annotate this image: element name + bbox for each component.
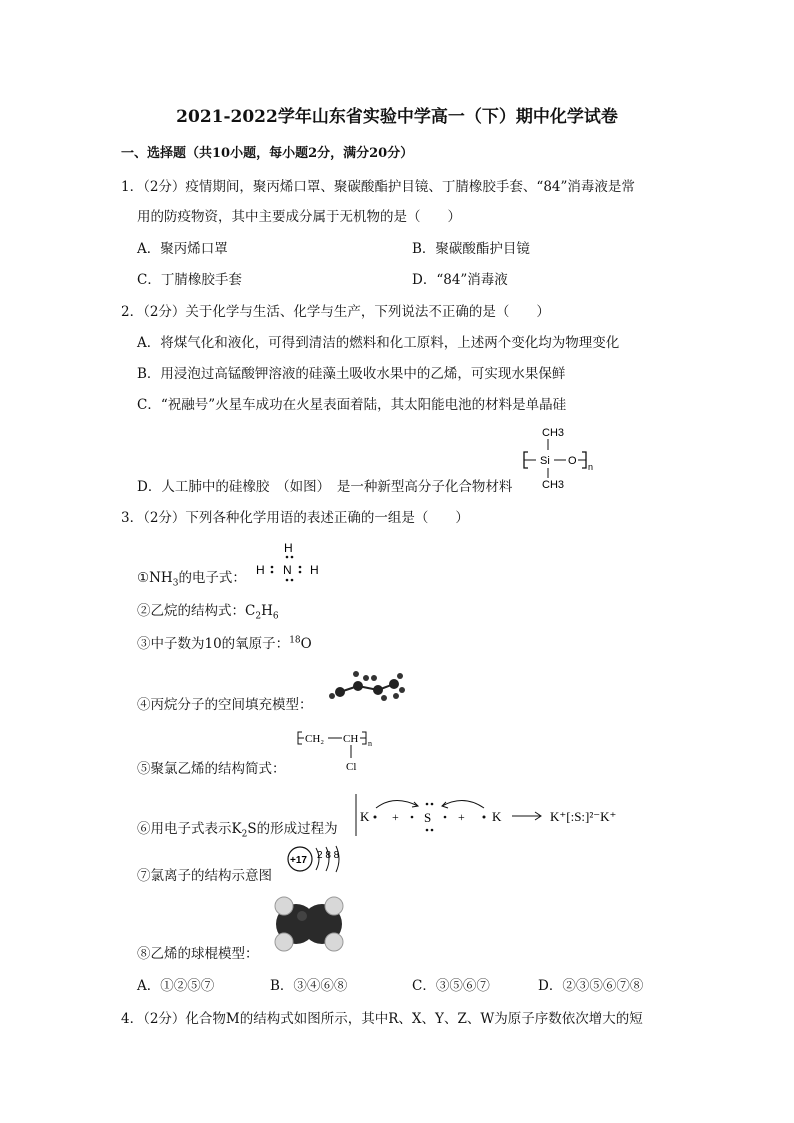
q2-option-a[interactable]: A．将煤气化和液化，可得到清洁的燃料和化工原料，上述两个变化均为物理变化	[137, 335, 620, 351]
q2-stem: 2．（2分）关于化学与生活、化学与生产，下列说法不正确的是（ ）	[121, 304, 550, 320]
s-atom: S	[424, 810, 432, 825]
nh3-h-left: H	[256, 563, 265, 577]
k2s-formation-diagram	[354, 790, 674, 840]
q3-option-d[interactable]: D．②③⑤⑥⑦⑧	[538, 978, 644, 994]
q1-option-d[interactable]: D．“84”消毒液	[412, 272, 508, 288]
q3-item-4: ④丙烷分子的空间填充模型：	[137, 697, 313, 713]
pvc-structure	[296, 722, 386, 776]
q3-item-1: $①NH_3$的电子式：	[137, 570, 246, 589]
nh3-h-right: H	[310, 563, 319, 577]
q3-item-7: ⑦氯离子的结构示意图	[137, 868, 272, 884]
pvc-cl: Cl	[346, 761, 357, 773]
q3-option-b[interactable]: B．③④⑥⑧	[270, 978, 348, 994]
q1-option-c[interactable]: C．丁腈橡胶手套	[137, 272, 242, 288]
k-right: K	[492, 809, 502, 824]
q3-option-c[interactable]: C．③⑤⑥⑦	[412, 978, 490, 994]
q2-option-b[interactable]: B．用浸泡过高锰酸钾溶液的硅藻土吸收水果中的乙烯，可实现水果保鲜	[137, 366, 566, 382]
q1-stem-line2: 用的防疫物资，其中主要成分属于无机物的是（ ）	[137, 209, 461, 225]
pvc-ch: CH	[343, 733, 359, 745]
repeat-n: n	[588, 462, 594, 472]
q1-option-b[interactable]: B．聚碳酸酯护目镜	[412, 241, 530, 257]
si-bottom-methyl: CH3	[542, 479, 565, 491]
nh3-h-top: H	[284, 541, 293, 555]
pvc-ch2: CH₂	[305, 733, 325, 745]
oxygen-atom: O	[568, 455, 577, 467]
chloride-ion-diagram	[284, 844, 358, 874]
q1-option-a[interactable]: A．聚丙烯口罩	[137, 241, 228, 257]
q3-stem: 3．（2分）下列各种化学用语的表述正确的一组是（ ）	[121, 510, 469, 526]
si-atom: Si	[540, 455, 550, 467]
pvc-n: n	[368, 739, 372, 748]
cl-shells: 2 8 8	[317, 850, 340, 861]
page-title: 2021-2022学年山东省实验中学高一（下）期中化学试卷	[176, 107, 618, 127]
k-left: K	[360, 809, 370, 824]
q3-item-3: ③中子数为10的氧原子：$^{18}$O	[137, 635, 312, 652]
section-heading: 一、选择题（共10小题，每小题2分，满分20分）	[121, 146, 414, 161]
si-top-methyl: CH3	[542, 427, 565, 439]
ethylene-ball-stick-model	[270, 894, 350, 954]
q3-option-a[interactable]: A．①②⑤⑦	[137, 978, 215, 994]
q2-option-c[interactable]: C．“祝融号”火星车成功在火星表面着陆，其太阳能电池的材料是单晶硅	[137, 397, 567, 413]
q1-stem-line1: 1．（2分）疫情期间，聚丙烯口罩、聚碳酸酯护目镜、丁腈橡胶手套、“84”消毒液是常	[121, 179, 635, 195]
q3-item-5: ⑤聚氯乙烯的结构简式：	[137, 761, 286, 777]
nh3-electron-dot-figure	[252, 540, 332, 584]
q3-item-8: ⑧乙烯的球棍模型：	[137, 946, 259, 962]
svg-text:+: +	[392, 810, 399, 824]
q3-item-2: ②乙烷的结构式：$C_2H_6$	[137, 603, 279, 622]
k2s-product: K⁺[:S:]²⁻K⁺	[550, 809, 617, 824]
nh3-n: N	[283, 563, 292, 577]
svg-text:+: +	[458, 810, 465, 824]
cl-nucleus: +17	[290, 855, 307, 866]
q3-item-6: ⑥用电子式表示$K_2S$的形成过程为	[137, 821, 338, 840]
silicone-rubber-structure	[520, 424, 620, 492]
q2-option-d[interactable]: D．人工肺中的硅橡胶 （如图） 是一种新型高分子化合物材料	[137, 479, 513, 495]
q4-stem: 4．（2分）化合物M的结构式如图所示，其中R、X、Y、Z、W为原子序数依次增大的短	[121, 1011, 643, 1027]
propane-space-filling-model	[326, 668, 406, 704]
